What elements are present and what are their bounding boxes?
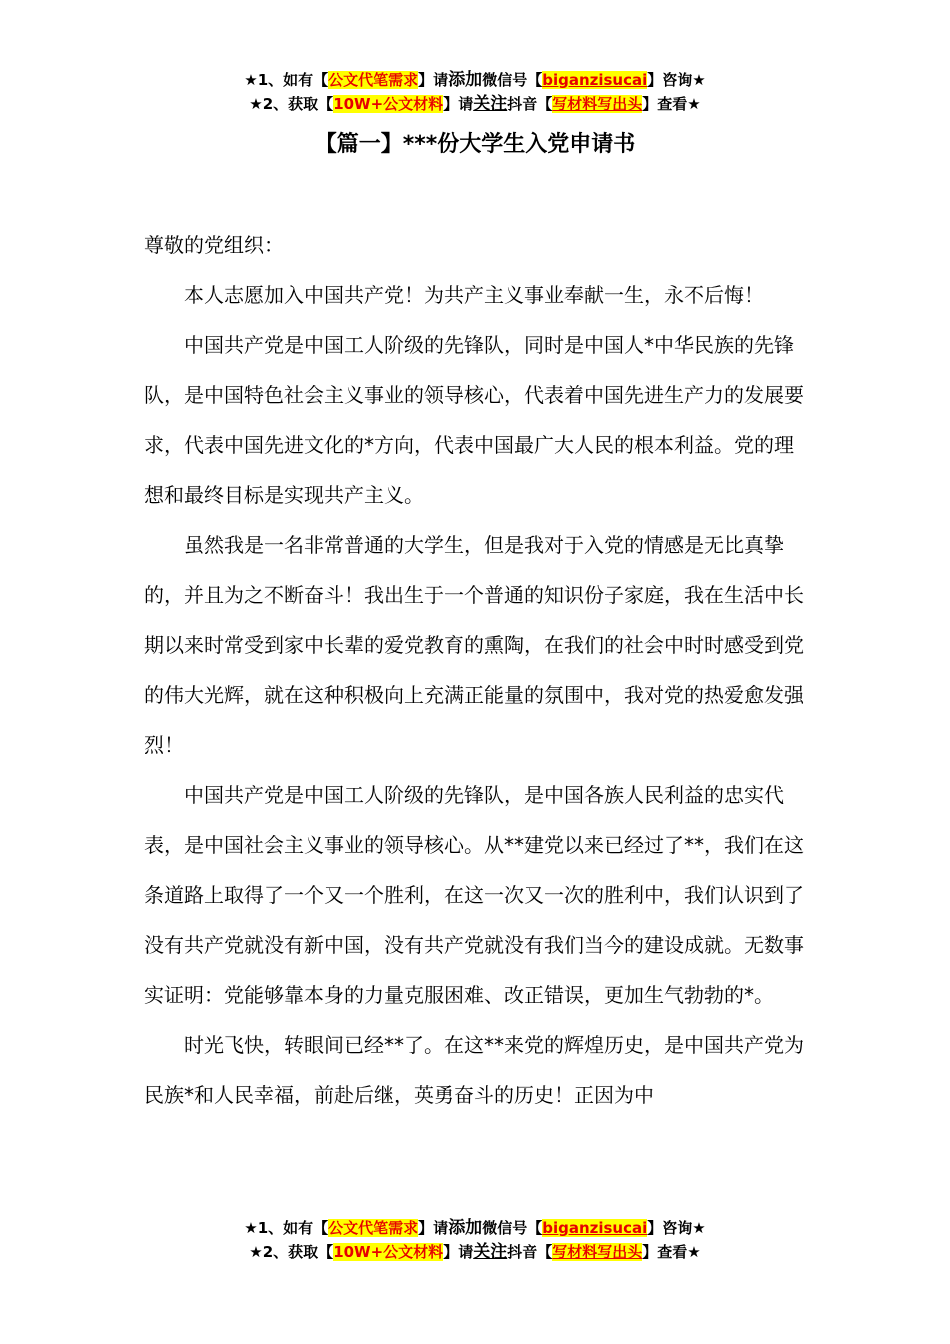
banner-emphasis: 关注 [473, 1242, 508, 1262]
highlight-materials: 10W+公文材料 [333, 95, 444, 113]
douyin-account-link[interactable]: 写材料写出头 [552, 1243, 643, 1261]
banner-text: 微信号【 [482, 71, 543, 89]
paragraph: 本人志愿加入中国共产党！为共产主义事业奉献一生，永不后悔！ [184, 283, 764, 307]
paragraph: 时光飞快，转眼间已经**了。在这**来党的辉煌历史，是中国共产党为民族*和人民幸福，前赴后继，英勇奋斗的历史！正因为中 [144, 1033, 804, 1107]
paragraph: 中国共产党是中国工人阶级的先锋队，是中国各族人民利益的忠实代表，是中国社会主义事业的领导核心。从**建党以来已经过了**，我们在这条道路上取得了一个又一个胜利，在这一次又一次的胜利中，我们认识到了没有共产党就没有新中国，没有共产党就没有我们当今的建设成就。无数事实证明：党能够靠本身的力量克服困难、改正错误，更加生气勃勃的*。 [144, 783, 804, 1007]
banner-line-2 [0, 92, 950, 116]
banner-text: ★2、获取【 [249, 95, 334, 113]
banner-text: ★1、如有【 [244, 71, 329, 89]
wechat-id-link[interactable]: biganzisucai [542, 1219, 648, 1237]
banner-text: 】请 [418, 1219, 449, 1237]
banner-emphasis: 添加 [448, 70, 483, 90]
footer-banner [0, 1216, 950, 1264]
document-title: 【篇一】***份大学生入党申请书 [314, 132, 636, 157]
banner-text: 】查看★ [642, 1243, 701, 1261]
banner-line-1 [0, 1216, 950, 1240]
banner-text: 抖音【 [507, 1243, 553, 1261]
banner-text: 】请 [418, 71, 449, 89]
highlight-materials: 10W+公文材料 [333, 1243, 444, 1261]
highlight-service: 公文代笔需求 [328, 71, 419, 89]
banner-emphasis: 关注 [473, 94, 508, 114]
banner-text: 微信号【 [482, 1219, 543, 1237]
salutation: 尊敬的党组织： [144, 233, 284, 257]
document-body [144, 220, 808, 1120]
paragraph: 中国共产党是中国工人阶级的先锋队，同时是中国人*中华民族的先锋队，是中国特色社会主义事业的领导核心，代表着中国先进生产力的发展要求，代表中国先进文化的*方向，代表中国最广大人民的根本利益。党的理想和最终目标是实现共产主义。 [144, 333, 804, 507]
banner-text: 】请 [443, 1243, 474, 1261]
header-banner [0, 68, 950, 116]
banner-text: 】咨询★ [647, 1219, 706, 1237]
banner-line-2 [0, 1240, 950, 1264]
banner-line-1 [0, 68, 950, 92]
wechat-id-link[interactable]: biganzisucai [542, 71, 648, 89]
banner-text: 抖音【 [507, 95, 553, 113]
paragraph: 虽然我是一名非常普通的大学生，但是我对于入党的情感是无比真挚的，并且为之不断奋斗！我出生于一个普通的知识份子家庭，我在生活中长期以来时常受到家中长辈的爱党教育的熏陶，在我们的社会中时时感受到党的伟大光辉，就在这种积极向上充满正能量的氛围中，我对党的热爱愈发强烈！ [144, 533, 804, 757]
douyin-account-link[interactable]: 写材料写出头 [552, 95, 643, 113]
highlight-service: 公文代笔需求 [328, 1219, 419, 1237]
banner-text: 】请 [443, 95, 474, 113]
banner-text: 】咨询★ [647, 71, 706, 89]
banner-text: ★1、如有【 [244, 1219, 329, 1237]
banner-text: ★2、获取【 [249, 1243, 334, 1261]
banner-text: 】查看★ [642, 95, 701, 113]
banner-emphasis: 添加 [448, 1218, 483, 1238]
